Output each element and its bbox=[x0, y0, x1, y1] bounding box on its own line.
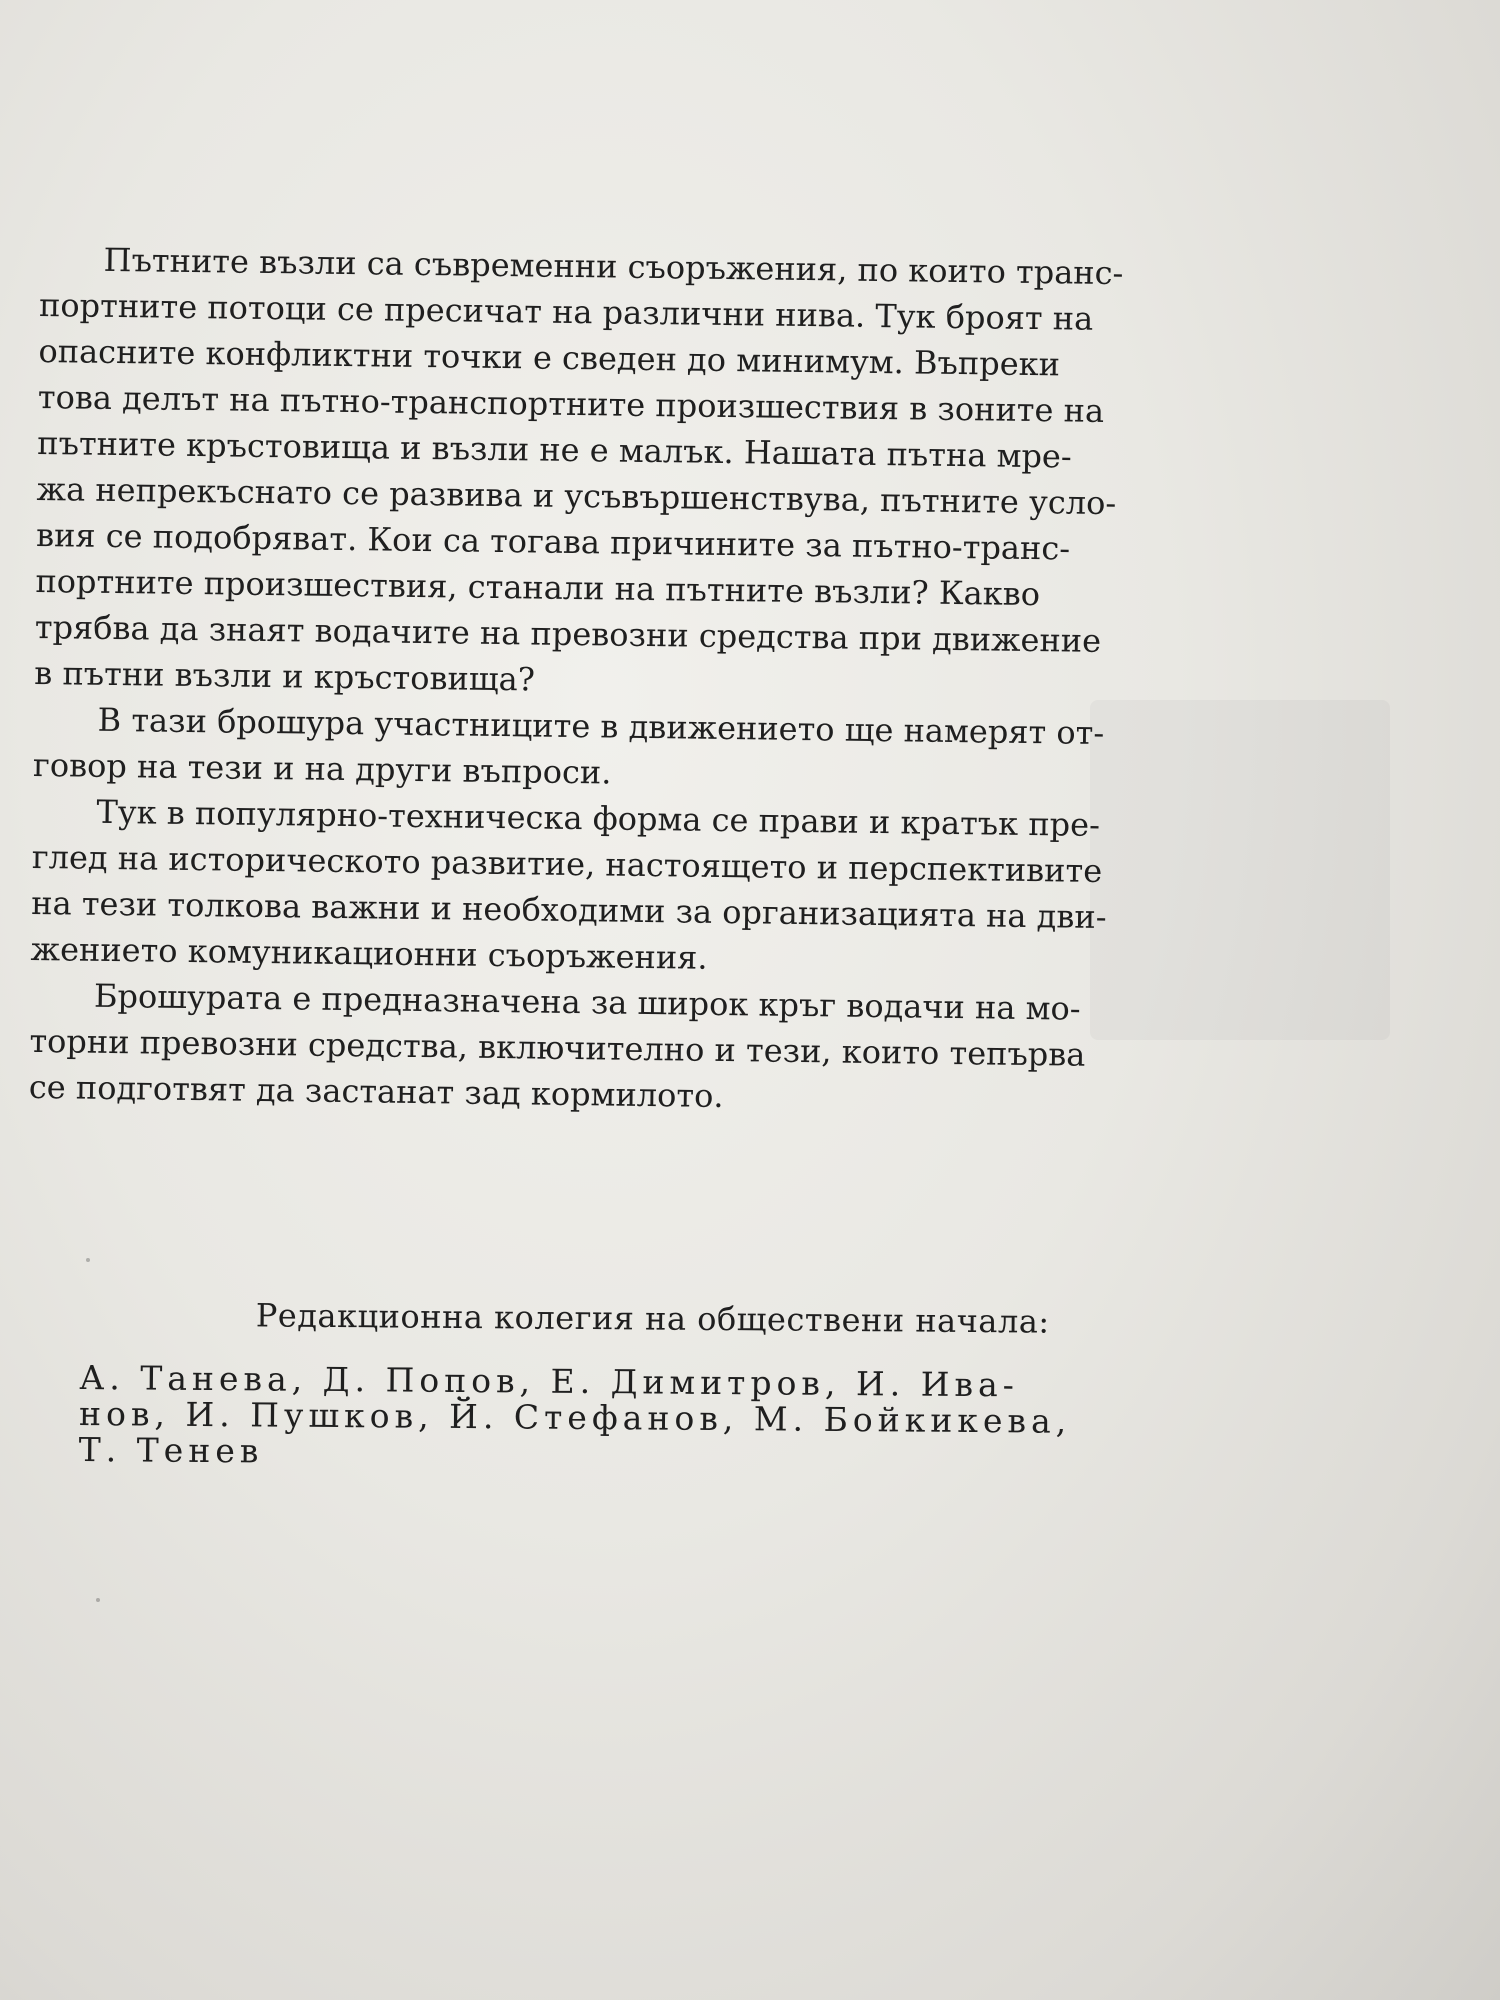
paragraph-3: Тук в популярно-техническа форма се прави и кратък пре- глед на историческото развитие, настоящето и перспективите на тези толкова важни и необходими за организацията на дви- жението комуникационни съоръжения. bbox=[30, 792, 1107, 977]
editorial-board-title: Редакционна колегия на обществени начала: bbox=[255, 1296, 1050, 1341]
main-text-block bbox=[29, 236, 1380, 1127]
paragraph-1: Пътните възли са съвременни съоръжения, по които транс- портните потоци се пресичат на различни нива. Тук броят на опасните конфликтни точки е сведен до минимум. Въпреки това делът на пътно-транспортните произшествия в зоните на пътните кръстовища и възли не е малък. Нашата пътна мре- жа непрекъснато се развива и усъвършенствува, пътните усло- вия се подобряват. Кои са тогава причините за пътно-транс- портните произшествия, станали на пътните възли? Какво трябва да знаят водачите на превозни средства при движение в пътни възли и кръстовища? bbox=[34, 240, 1124, 699]
paragraph-2: В тази брошура участниците в движението ще намерят от- говор на тези и на други въпроси. bbox=[32, 700, 1105, 792]
editorial-board-section bbox=[79, 1292, 1360, 1478]
paper-speck bbox=[86, 1258, 90, 1262]
editorial-board-members: А. Танева, Д. Попов, Е. Димитров, И. Ива- нов, И. Пушков, Й. Стефанов, М. Бойкикева, Т. Тенев bbox=[78, 1357, 1072, 1471]
paragraph-4: Брошурата е предназначена за широк кръг водачи на мо- торни превозни средства, включително и тези, които тепърва се подготвят да застанат зад кормилото. bbox=[28, 976, 1086, 1116]
paper-speck bbox=[96, 1598, 100, 1602]
